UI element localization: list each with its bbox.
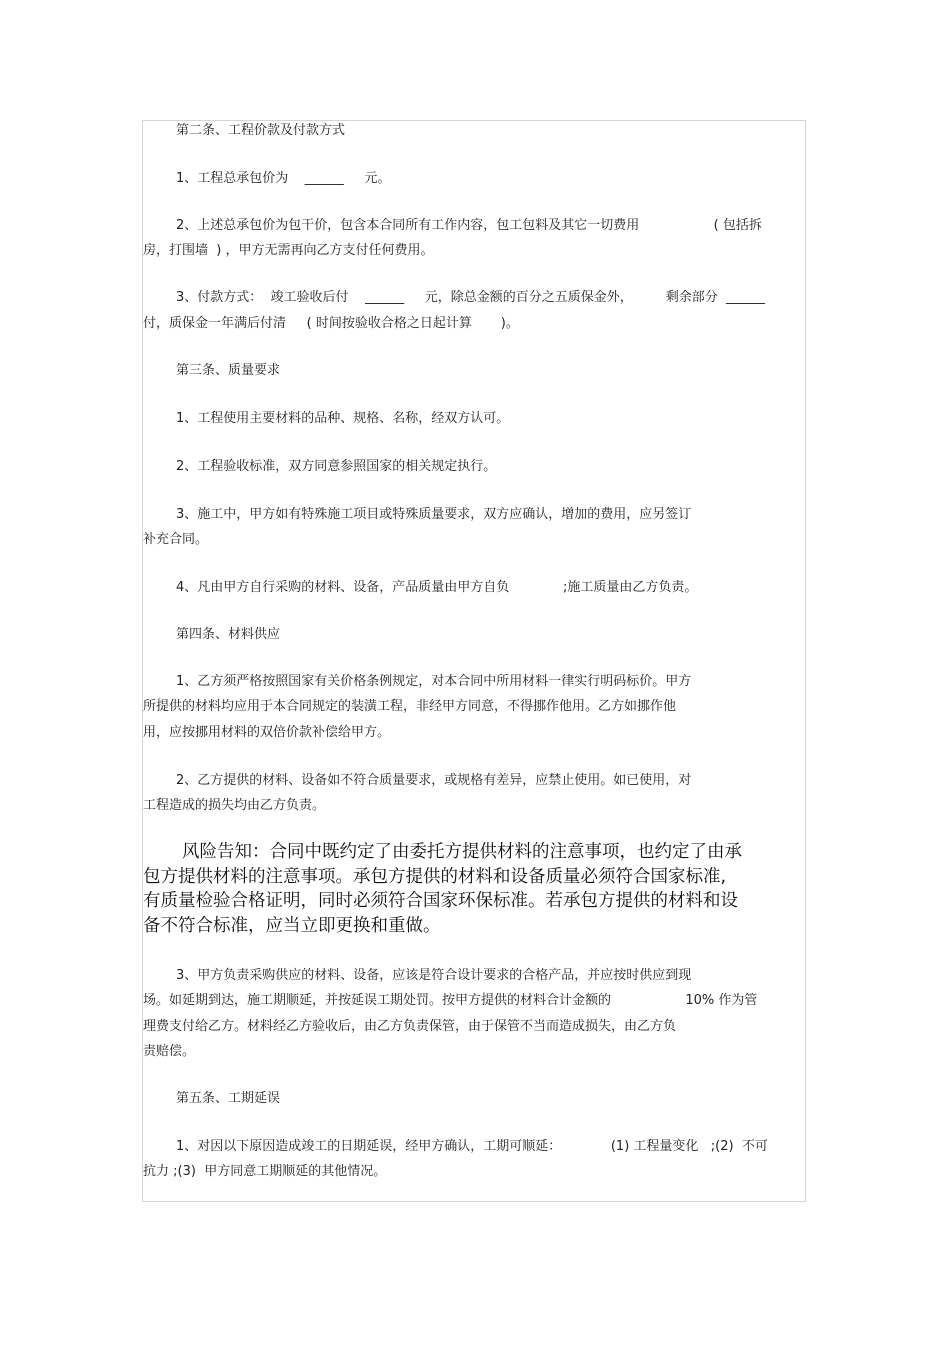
clause-4-1-line2: 所提供的材料均应用于本合同规定的装潢工程，非经甲方同意，不得挪作他用。乙方如挪作他 (143, 699, 677, 714)
risk-notice-line1: 风险告知：合同中既约定了由委托方提供材料的注意事项，也约定了由承 (182, 842, 742, 862)
section-4-heading: 第四条、材料供应 (176, 627, 281, 642)
clause-2-3-line1: 3、付款方式： 竣工验收后付 ______ 元，除总金额的百分之五质保金外， 剩余部分 ______ (176, 290, 766, 305)
clause-5-1-line1: 1、对因以下原因造成竣工的日期延误，经甲方确认，工期可顺延： (1) 工程量变化 ;(2) 不可 (176, 1139, 768, 1154)
clause-4-3-line2: 场。如延期到达，施工期顺延，并按延误工期处罚。按甲方提供的材料合计金额的 10% 作为管 (143, 993, 758, 1008)
clause-3-3-line2: 补充合同。 (143, 532, 209, 547)
clause-3-1: 1、工程使用主要材料的品种、规格、名称，经双方认可。 (176, 411, 510, 426)
clause-4-3-line4: 责赔偿。 (143, 1044, 196, 1059)
clause-4-2-line2: 工程造成的损失均由乙方负责。 (143, 798, 326, 813)
section-2-heading: 第二条、工程价款及付款方式 (176, 123, 346, 138)
section-3-heading: 第三条、质量要求 (176, 363, 281, 378)
clause-4-3-line3: 理费支付给乙方。材料经乙方验收后，由乙方负责保管，由于保管不当而造成损失，由乙方负 (143, 1019, 677, 1034)
section-5-heading: 第五条、工期延误 (176, 1091, 281, 1106)
risk-notice-line4: 备不符合标准，应当立即更换和重做。 (143, 916, 441, 936)
clause-2-2-line1: 2、上述总承包价为包干价，包含本合同所有工作内容，包工包料及其它一切费用 ( 包括拆 (176, 218, 762, 233)
risk-notice-line3: 有质量检验合格证明，同时必须符合国家环保标准。若承包方提供的材料和设 (143, 891, 738, 911)
clause-5-1-line2: 抗力 ;(3) 甲方同意工期顺延的其他情况。 (143, 1164, 387, 1179)
clause-3-2: 2、工程验收标准，双方同意参照国家的相关规定执行。 (176, 459, 497, 474)
clause-4-1-line3: 用，应按挪用材料的双倍价款补偿给甲方。 (143, 725, 391, 740)
clause-2-2-line2: 房，打围墙 ) ，甲方无需再向乙方支付任何费用。 (143, 243, 434, 258)
risk-notice-line2: 包方提供材料的注意事项。承包方提供的材料和设备质量必须符合国家标准, (143, 867, 727, 887)
clause-3-4: 4、凡由甲方自行采购的材料、设备，产品质量由甲方自负 ;施工质量由乙方负责。 (176, 580, 698, 595)
clause-2-1: 1、工程总承包价为 ______ 元。 (176, 171, 391, 186)
clause-4-3-line1: 3、甲方负责采购供应的材料、设备，应该是符合设计要求的合格产品，并应按时供应到现 (176, 968, 692, 983)
clause-3-3-line1: 3、施工中，甲方如有特殊施工项目或特殊质量要求，双方应确认，增加的费用，应另签订 (176, 507, 692, 522)
document-page (142, 120, 806, 1202)
clause-4-1-line1: 1、乙方须严格按照国家有关价格条例规定，对本合同中所用材料一律实行明码标价。甲方 (176, 674, 692, 689)
clause-2-3-line2: 付，质保金一年满后付清 ( 时间按验收合格之日起计算 )。 (143, 316, 519, 331)
clause-4-2-line1: 2、乙方提供的材料、设备如不符合质量要求，或规格有差异，应禁止使用。如已使用，对 (176, 773, 692, 788)
